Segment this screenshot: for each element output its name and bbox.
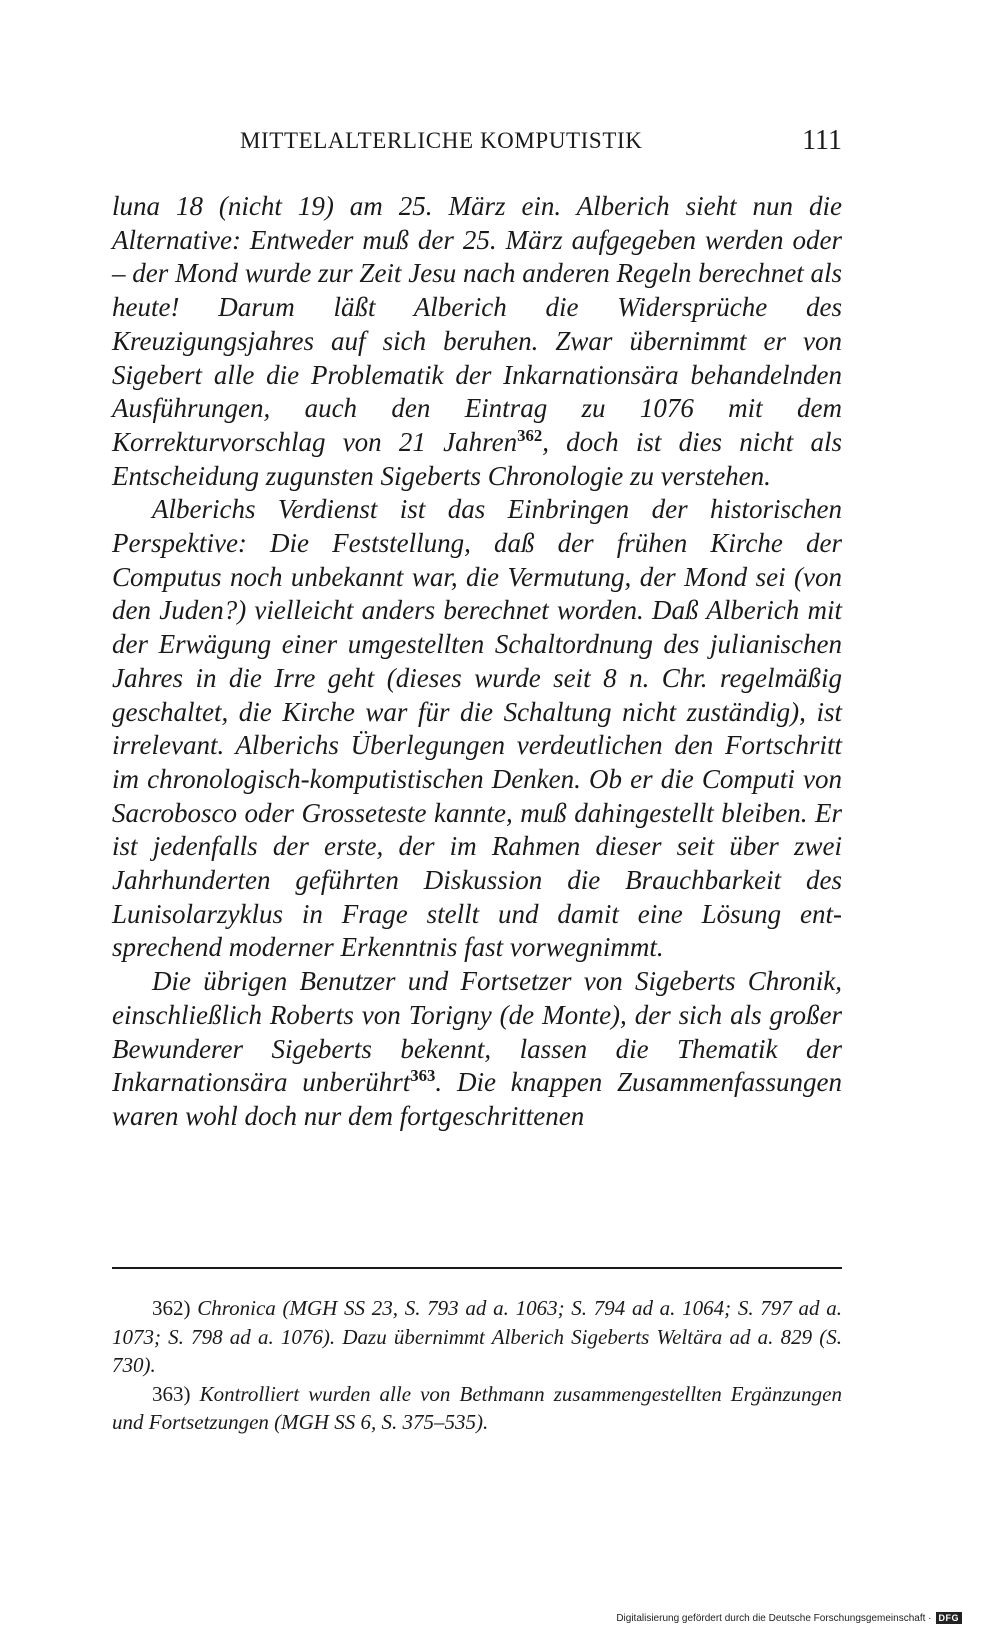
running-title: MITTELALTERLICHE KOMPUTISTIK (240, 128, 643, 153)
footnote-number: 362) (152, 1296, 191, 1320)
footnote-363 (112, 1380, 842, 1437)
paragraph-1-text: luna 18 (nicht 19) am 25. März ein. Alberich sieht nun die Alternative: Entweder muß der 25. März aufgegeben werden oder – der Mond wurde zur Zeit Jesu nach anderen Regeln berechnet als heute! Darum läßt Alberich die Widersprüche des Kreuzigungsjahres auf sich beruhen. Zwar übernimmt er von Sigebert alle die Problematik der Inkarnationsära behandelnden Ausführungen, auch den Eintrag zu 1076 mit dem Korrekturvorschlag von 21 Jahren (112, 191, 842, 457)
main-text (112, 190, 842, 1134)
footnote-text: Chronica (MGH SS 23, S. 793 ad a. 1063; S. 794 ad a. 1064; S. 797 ad a. 1073; S. 798 ad a. 1076). Dazu übernimmt Alberich Sigeberts Weltära ad a. 829 (S. 730). (112, 1296, 843, 1377)
paragraph-2: Alberichs Verdienst ist das Einbringen der historischen Perspektive: Die Feststellung, daß der frühen Kirche der Computus noch unbekannt war, die Vermutung, der Mond sei (von den Juden?) vielleicht anders berechnet worden. Daß Alberich mit der Erwägung einer umgestellten Schaltordnung des julianischen Jahres in die Irre geht (dieses wurde seit 8 n. Chr. regelmäßig geschaltet, die Kirche war für die Schaltung nicht zuständig), ist irrelevant. Alberichs Überlegungen verdeutlichen den Fortschritt im chronologisch-komputistischen Denken. Ob er die Computi von Sacrobosco oder Grosseteste kannte, muß dahingestellt bleiben. Er ist jedenfalls der erste, der im Rahmen dieser seit über zwei Jahrhunderten geführten Diskussion die Brauchbarkeit des Lunisolarzyklus in Frage stellt und damit eine Lösung entsprechend moderner Erkenntnis fast vorwegnimmt. (112, 494, 842, 963)
paragraph-3-text-cont: . Die knappen Zusammenfassungen waren wohl doch nur dem fortgeschrittenen (112, 1067, 842, 1131)
paragraph-3 (112, 965, 842, 1134)
credit-text: Digitalisierung gefördert durch die Deutsche Forschungsgemeinschaft · (616, 1612, 932, 1624)
dfg-logo-icon: DFG (936, 1612, 963, 1624)
running-head (112, 125, 842, 160)
paragraph-1 (112, 190, 842, 493)
footnotes (112, 1294, 842, 1437)
footnote-number: 363) (152, 1381, 191, 1406)
paragraph-1-text-cont: , doch ist dies nicht als Entscheidung zugunsten Sigeberts Chronologie zu verstehen. (112, 426, 842, 491)
footnote-text: Kontrolliert wurden alle von Bethmann zusammengestellten Ergänzungen und Fortsetzungen (MGH SS 6, S. 375–535). (112, 1381, 843, 1434)
page-number: 111 (802, 125, 842, 156)
digitization-credit (616, 1612, 962, 1624)
footnote-ref-363: 363 (410, 1066, 436, 1086)
footnote-ref-362: 362 (517, 425, 543, 445)
footnote-divider (112, 1267, 842, 1269)
footnote-362 (112, 1294, 842, 1380)
paragraph-3-text: Die übrigen Benutzer und Fortsetzer von Sigeberts Chronik, einschließlich Roberts von Torigny (de Monte), der sich als großer Bewunderer Sigeberts bekennt, lassen die Thematik der Inkarnationsära unberührt (112, 966, 842, 1098)
